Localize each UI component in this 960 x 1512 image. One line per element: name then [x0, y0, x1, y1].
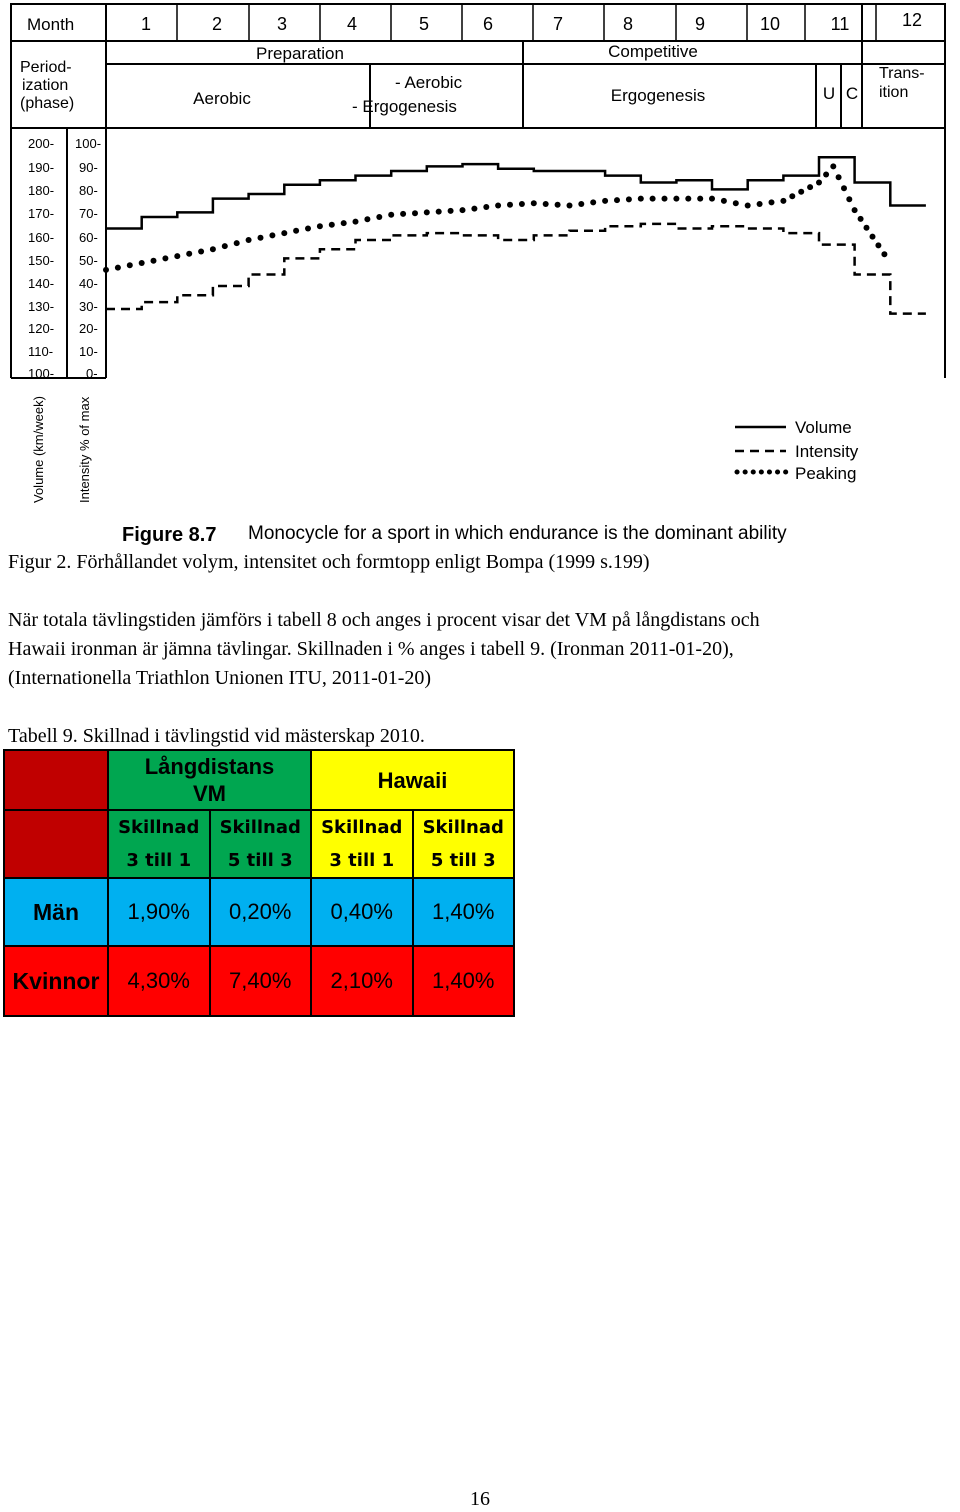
- table-cell: 1,40%: [413, 946, 515, 1016]
- table-group-header-langdistans: [108, 750, 311, 810]
- peaking-dot: [590, 199, 596, 205]
- table-cell: 0,40%: [311, 878, 413, 946]
- peaking-dot: [543, 201, 549, 207]
- intensity-axis-label: Intensity % of max: [77, 396, 92, 503]
- peaking-dot: [471, 206, 477, 212]
- phase-preparation: Preparation: [256, 44, 344, 63]
- paragraph-line-1: När totala tävlingstiden jämförs i tabell 8 och anges i procent visar det VM på långdistans och: [8, 609, 760, 631]
- intensity-tick: 70-: [79, 206, 98, 221]
- periodization-line-1: Period-: [20, 59, 72, 76]
- paragraph-line-2: Hawaii ironman är jämna tävlingar. Skillnaden i % anges i tabell 9. (Ironman 2011-01-20),: [8, 638, 734, 660]
- group-header-line-2: VM: [193, 781, 226, 806]
- peaking-dot: [626, 196, 632, 202]
- peaking-dot: [780, 198, 786, 204]
- peaking-dot: [555, 202, 561, 208]
- peaking-dot: [875, 242, 881, 248]
- peaking-dot: [115, 265, 121, 271]
- periodization-line-2: ization: [22, 77, 69, 94]
- peaking-dot: [305, 226, 311, 232]
- peaking-dot: [151, 258, 157, 264]
- peaking-dot: [807, 184, 813, 190]
- peaking-dot: [400, 211, 406, 217]
- sub-header-2: [210, 810, 312, 878]
- volume-tick: 120-: [28, 321, 55, 336]
- periodization-label: [20, 59, 74, 112]
- peaking-dot: [650, 196, 656, 202]
- legend-peaking-label: Peaking: [795, 464, 857, 483]
- sub-header-line: 3 till 1: [329, 850, 395, 871]
- peaking-dot: [841, 185, 847, 191]
- endurance-monocycle-figure: [0, 0, 960, 548]
- volume-tick: 100-: [28, 366, 55, 381]
- table-caption: Tabell 9. Skillnad i tävlingstid vid mästerskap 2010.: [8, 725, 425, 747]
- sub-header-4: [413, 810, 515, 878]
- intensity-tick: 90-: [79, 160, 98, 175]
- volume-tick: 180-: [28, 183, 55, 198]
- group-header-line-1: Långdistans: [144, 754, 275, 779]
- peaking-dot: [483, 204, 489, 210]
- peaking-dot: [685, 196, 691, 202]
- peaking-dot: [816, 180, 822, 186]
- peaking-dot: [673, 196, 679, 202]
- peaking-dot: [830, 163, 836, 169]
- peaking-dot: [578, 201, 584, 207]
- volume-tick: 200-: [28, 136, 55, 151]
- sub-header-3: [311, 810, 413, 878]
- month-1: 1: [140, 14, 152, 34]
- phase-competitive: Competitive: [608, 42, 698, 61]
- sub-header-line: Skillnad: [118, 817, 200, 838]
- peaking-dot: [293, 228, 299, 234]
- peaking-dot: [881, 251, 887, 257]
- peaking-dot: [127, 262, 133, 268]
- peaking-dot: [567, 203, 573, 209]
- peaking-dot: [174, 253, 180, 259]
- peaking-dot: [733, 200, 739, 206]
- intensity-tick: 50-: [79, 253, 98, 268]
- peaking-dot: [376, 214, 382, 220]
- month-9: 9: [694, 14, 706, 34]
- intensity-ticks: [75, 136, 101, 381]
- sub-header-1: [108, 810, 210, 878]
- sub-header-line: 5 till 3: [430, 850, 496, 871]
- phase-transition-1: Trans-: [879, 65, 925, 82]
- peaking-dot: [198, 249, 204, 255]
- volume-tick: 170-: [28, 206, 55, 221]
- peaking-dot: [757, 201, 763, 207]
- month-4: 4: [346, 14, 358, 34]
- peaking-dot: [139, 260, 145, 266]
- peaking-dot: [353, 219, 359, 225]
- peaking-dot: [697, 196, 703, 202]
- peaking-dot: [388, 212, 394, 218]
- peaking-dot: [448, 208, 454, 214]
- sub-header-line: 5 till 3: [227, 850, 293, 871]
- results-table: [3, 749, 515, 1017]
- peaking-dot: [281, 230, 287, 236]
- table-corner-top: [4, 750, 108, 810]
- phase-c: C: [845, 84, 859, 103]
- peaking-dot: [424, 209, 430, 215]
- intensity-tick: 80-: [79, 183, 98, 198]
- peaking-dot: [341, 220, 347, 226]
- volume-tick: 150-: [28, 253, 55, 268]
- month-11: 11: [830, 14, 850, 34]
- legend-volume-label: Volume: [795, 418, 852, 437]
- volume-tick: 130-: [28, 299, 55, 314]
- table-corner-sub: [4, 810, 108, 878]
- peaking-dot: [460, 207, 466, 213]
- phase-ergogenesis: Ergogenesis: [610, 86, 706, 105]
- month-10: 10: [759, 14, 781, 34]
- peaking-dot: [662, 196, 668, 202]
- peaking-dot: [234, 240, 240, 246]
- phase-ergogenesis-2: - Ergogenesis: [352, 97, 457, 116]
- intensity-tick: 40-: [79, 276, 98, 291]
- peaking-dot: [798, 189, 804, 195]
- month-5: 5: [418, 14, 430, 34]
- peaking-dot: [495, 203, 501, 209]
- peaking-dot: [317, 223, 323, 229]
- peaking-dot: [210, 246, 216, 252]
- chart-frame: [11, 4, 945, 378]
- peaking-dot: [246, 237, 252, 243]
- peaking-dot: [858, 216, 864, 222]
- peaking-dot: [709, 196, 715, 202]
- peaking-dot: [836, 174, 842, 180]
- peaking-dot: [507, 202, 513, 208]
- peaking-dot: [531, 200, 537, 206]
- peaking-dot: [412, 210, 418, 216]
- peaking-dot: [222, 243, 228, 249]
- row-label-kvinnor: Kvinnor: [4, 946, 108, 1016]
- intensity-tick: 0-: [86, 366, 98, 381]
- table-cell: 1,90%: [108, 878, 210, 946]
- peaking-dot: [823, 172, 829, 178]
- peaking-dot: [846, 196, 852, 202]
- peaking-dot: [721, 198, 727, 204]
- sub-header-line: Skillnad: [219, 817, 301, 838]
- sub-header-line: Skillnad: [321, 817, 403, 838]
- sub-header-line: Skillnad: [422, 817, 504, 838]
- intensity-tick: 30-: [79, 299, 98, 314]
- intensity-tick: 20-: [79, 321, 98, 336]
- table-cell: 2,10%: [311, 946, 413, 1016]
- peaking-dot: [519, 201, 525, 207]
- peaking-dot: [745, 203, 751, 209]
- phase-u: U: [822, 84, 836, 103]
- peaking-dot: [789, 193, 795, 199]
- peaking-dot: [162, 255, 168, 261]
- peaking-dot: [186, 251, 192, 257]
- peaking-dot: [103, 267, 109, 273]
- month-7: 7: [552, 14, 564, 34]
- intensity-tick: 100-: [75, 136, 102, 151]
- figure-caption-text: Monocycle for a sport in which endurance is the dominant ability: [248, 523, 787, 544]
- peaking-dot: [269, 232, 275, 238]
- volume-tick: 160-: [28, 230, 55, 245]
- table-cell: 4,30%: [108, 946, 210, 1016]
- phase-transition-2: ition: [879, 84, 909, 101]
- paragraph-line-3: (Internationella Triathlon Unionen ITU, 2011-01-20): [8, 667, 432, 689]
- legend: [735, 418, 859, 483]
- peaking-dot: [638, 196, 644, 202]
- peaking-dot: [329, 222, 335, 228]
- month-12: 12: [901, 10, 923, 30]
- peaking-dot: [864, 225, 870, 231]
- peaking-dot: [769, 199, 775, 205]
- volume-tick: 140-: [28, 276, 55, 291]
- volume-axis-label: Volume (km/week): [31, 396, 46, 503]
- month-2: 2: [211, 14, 223, 34]
- page-number: 16: [470, 1488, 490, 1510]
- peaking-dot: [602, 198, 608, 204]
- volume-ticks: [28, 136, 54, 381]
- intensity-tick: 60-: [79, 230, 98, 245]
- series-intensity-line: [106, 224, 926, 314]
- intensity-tick: 10-: [79, 344, 98, 359]
- volume-tick: 110-: [28, 344, 54, 359]
- peaking-dot: [870, 234, 876, 240]
- table-cell: 1,40%: [413, 878, 515, 946]
- month-label: Month: [27, 15, 75, 34]
- peaking-dot: [852, 207, 858, 213]
- row-label-man: Män: [4, 878, 108, 946]
- table-cell: 0,20%: [210, 878, 312, 946]
- figure-caption-label: Figure 8.7: [122, 524, 217, 546]
- figure-caption: Figur 2. Förhållandet volym, intensitet och formtopp enligt Bompa (1999 s.199): [8, 551, 650, 573]
- table-group-header-hawaii: Hawaii: [311, 750, 514, 810]
- phase-aerobic-2: - Aerobic: [395, 73, 463, 92]
- month-3: 3: [276, 14, 288, 34]
- legend-intensity-label: Intensity: [795, 442, 859, 461]
- phase-aerobic: Aerobic: [193, 89, 251, 108]
- peaking-dot: [436, 209, 442, 215]
- table-cell: 7,40%: [210, 946, 312, 1016]
- peaking-dot: [364, 216, 370, 222]
- sub-header-line: 3 till 1: [126, 850, 192, 871]
- month-8: 8: [622, 14, 634, 34]
- month-6: 6: [482, 14, 494, 34]
- volume-tick: 190-: [28, 160, 55, 175]
- periodization-line-3: (phase): [20, 95, 75, 112]
- peaking-dot: [258, 235, 264, 241]
- peaking-dot: [614, 197, 620, 203]
